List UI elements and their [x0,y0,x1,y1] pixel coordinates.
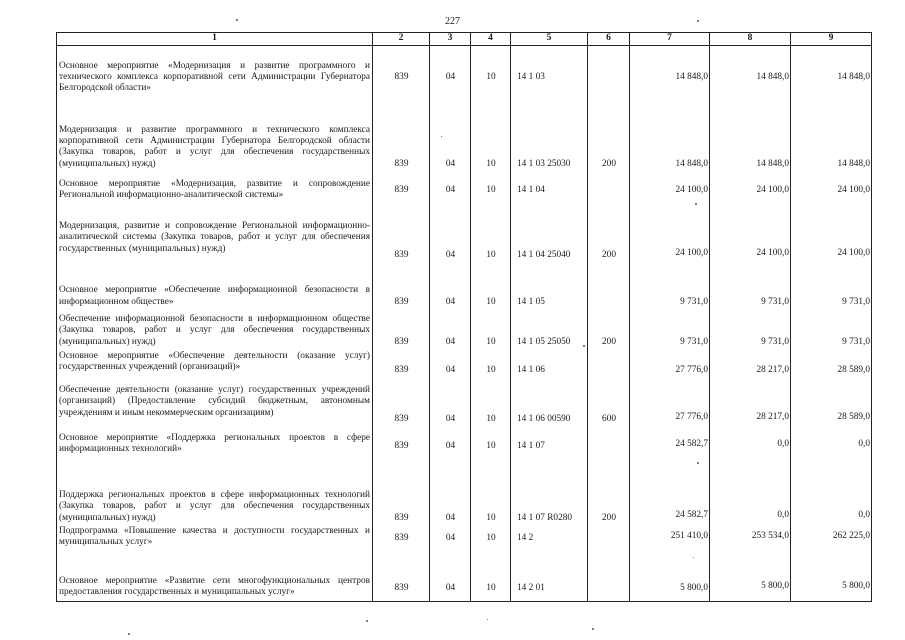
target-article-cell: 14 1 03 25030 [511,111,588,171]
column-header: 8 [710,33,791,46]
row-description: Основное мероприятие «Поддержка региональных проектов в сфере информационных технологий» [57,431,373,483]
page-number: 227 [445,16,460,27]
amount-col7: 14 848,0 [630,111,710,171]
row-description: Основное мероприятие «Обеспечение деятельности (оказание услуг) государственных учреждений (организаций)» [57,349,373,377]
amount-col8: 28 217,0 [710,349,791,377]
expense-type-cell: 200 [588,211,630,265]
amount-col9: 0,0 [791,483,872,525]
amount-col8: 0,0 [710,483,791,525]
expense-type-cell: 200 [588,309,630,349]
row-description: Основное мероприятие «Модернизация, развитие и сопровождение Региональной информационно-аналитической системы» [57,171,373,211]
admin-code-cell: 839 [373,265,430,309]
amount-col8: 253 534,0 [710,525,791,555]
row-description: Модернизация, развитие и сопровождение Региональной информационно-аналитической системы (Закупка товаров, работ и услуг для обеспечения государственных (муниципальных) нужд) [57,211,373,265]
amount-col8: 0,0 [710,431,791,483]
target-article-cell: 14 2 [511,525,588,555]
table-row [57,171,872,211]
amount-col7: 251 410,0 [630,525,710,555]
subsection-cell: 10 [471,45,511,111]
table-header-row [57,33,872,46]
target-article-cell: 14 1 05 [511,265,588,309]
budget-table [56,32,872,602]
column-header: 6 [588,33,630,46]
amount-col9: 28 589,0 [791,349,872,377]
admin-code-cell: 839 [373,349,430,377]
column-header: 1 [57,33,373,46]
target-article-cell: 14 1 06 [511,349,588,377]
subsection-cell: 10 [471,309,511,349]
amount-col9: 262 225,0 [791,525,872,555]
row-description: Основное мероприятие «Модернизация и развитие программного и технического комплекса корпоративной сети Администрации Губернатора Белгородской области» [57,45,373,111]
subsection-cell: 10 [471,483,511,525]
subsection-cell: 10 [471,265,511,309]
section-cell: 04 [430,111,471,171]
table-row [57,309,872,349]
column-header: 5 [511,33,588,46]
table-row [57,525,872,555]
amount-col8: 5 800,0 [710,555,791,601]
column-header: 7 [630,33,710,46]
subsection-cell: 10 [471,349,511,377]
expense-type-cell [588,555,630,601]
amount-col7: 24 100,0 [630,171,710,211]
admin-code-cell: 839 [373,483,430,525]
target-article-cell: 14 2 01 [511,555,588,601]
column-header: 4 [471,33,511,46]
amount-col7: 24 582,7 [630,431,710,483]
amount-col7: 9 731,0 [630,265,710,309]
expense-type-cell: 600 [588,377,630,431]
target-article-cell: 14 1 03 [511,45,588,111]
amount-col9: 9 731,0 [791,309,872,349]
amount-col7: 27 776,0 [630,377,710,431]
subsection-cell: 10 [471,525,511,555]
expense-type-cell [588,431,630,483]
amount-col8: 24 100,0 [710,211,791,265]
table-row [57,555,872,601]
admin-code-cell: 839 [373,45,430,111]
section-cell: 04 [430,377,471,431]
table-row [57,45,872,111]
subsection-cell: 10 [471,431,511,483]
amount-col9: 24 100,0 [791,211,872,265]
section-cell: 04 [430,349,471,377]
row-description: Поддержка региональных проектов в сфере информационных технологий (Закупка товаров, работ и услуг для обеспечения государственных (муниципальных) нужд) [57,483,373,525]
amount-col8: 14 848,0 [710,111,791,171]
section-cell: 04 [430,431,471,483]
amount-col8: 24 100,0 [710,171,791,211]
admin-code-cell: 839 [373,111,430,171]
target-article-cell: 14 1 07 [511,431,588,483]
row-description: Основное мероприятие «Развитие сети многофункциональных центров предоставления государственных и муниципальных услуг» [57,555,373,601]
amount-col7: 9 731,0 [630,309,710,349]
row-description: Основное мероприятие «Обеспечение информационной безопасности в информационном обществе» [57,265,373,309]
target-article-cell: 14 1 05 25050 [511,309,588,349]
section-cell: 04 [430,525,471,555]
amount-col9: 9 731,0 [791,265,872,309]
row-description: Обеспечение деятельности (оказание услуг) государственных учреждений (организаций) (Предоставление субсидий бюджетным, автономным учреждениям и иным некоммерческим организациям) [57,377,373,431]
amount-col9: 14 848,0 [791,45,872,111]
subsection-cell: 10 [471,211,511,265]
section-cell: 04 [430,483,471,525]
amount-col7: 24 582,7 [630,483,710,525]
expense-type-cell [588,171,630,211]
section-cell: 04 [430,265,471,309]
amount-col9: 0,0 [791,431,872,483]
amount-col7: 14 848,0 [630,45,710,111]
row-description: Обеспечение информационной безопасности в информационном обществе (Закупка товаров, работ и услуг для обеспечения государственных (муниципальных) нужд) [57,309,373,349]
amount-col9: 14 848,0 [791,111,872,171]
target-article-cell: 14 1 06 00590 [511,377,588,431]
table-row [57,431,872,483]
expense-type-cell [588,349,630,377]
admin-code-cell: 839 [373,211,430,265]
section-cell: 04 [430,45,471,111]
row-description: Подпрограмма «Повышение качества и доступности государственных и муниципальных услуг» [57,525,373,555]
section-cell: 04 [430,555,471,601]
target-article-cell: 14 1 04 25040 [511,211,588,265]
amount-col8: 14 848,0 [710,45,791,111]
expense-type-cell [588,525,630,555]
row-description: Модернизация и развитие программного и технического комплекса корпоративной сети Администрации Губернатора Белгородской области (Закупка товаров, работ и услуг для обеспечения государственных (муниципальных) нужд) [57,111,373,171]
amount-col8: 28 217,0 [710,377,791,431]
amount-col7: 5 800,0 [630,555,710,601]
expense-type-cell [588,265,630,309]
subsection-cell: 10 [471,171,511,211]
column-header: 2 [373,33,430,46]
table-row [57,111,872,171]
amount-col7: 27 776,0 [630,349,710,377]
expense-type-cell: 200 [588,483,630,525]
target-article-cell: 14 1 04 [511,171,588,211]
table-row [57,211,872,265]
expense-type-cell [588,45,630,111]
column-header: 9 [791,33,872,46]
amount-col8: 9 731,0 [710,309,791,349]
column-header: 3 [430,33,471,46]
amount-col9: 24 100,0 [791,171,872,211]
amount-col9: 28 589,0 [791,377,872,431]
admin-code-cell: 839 [373,377,430,431]
table-row [57,265,872,309]
subsection-cell: 10 [471,377,511,431]
expense-type-cell: 200 [588,111,630,171]
table-row [57,483,872,525]
subsection-cell: 10 [471,555,511,601]
section-cell: 04 [430,309,471,349]
subsection-cell: 10 [471,111,511,171]
amount-col8: 9 731,0 [710,265,791,309]
section-cell: 04 [430,171,471,211]
admin-code-cell: 839 [373,555,430,601]
admin-code-cell: 839 [373,309,430,349]
admin-code-cell: 839 [373,431,430,483]
table-row [57,349,872,377]
table-row [57,377,872,431]
admin-code-cell: 839 [373,525,430,555]
amount-col9: 5 800,0 [791,555,872,601]
target-article-cell: 14 1 07 R0280 [511,483,588,525]
admin-code-cell: 839 [373,171,430,211]
section-cell: 04 [430,211,471,265]
amount-col7: 24 100,0 [630,211,710,265]
